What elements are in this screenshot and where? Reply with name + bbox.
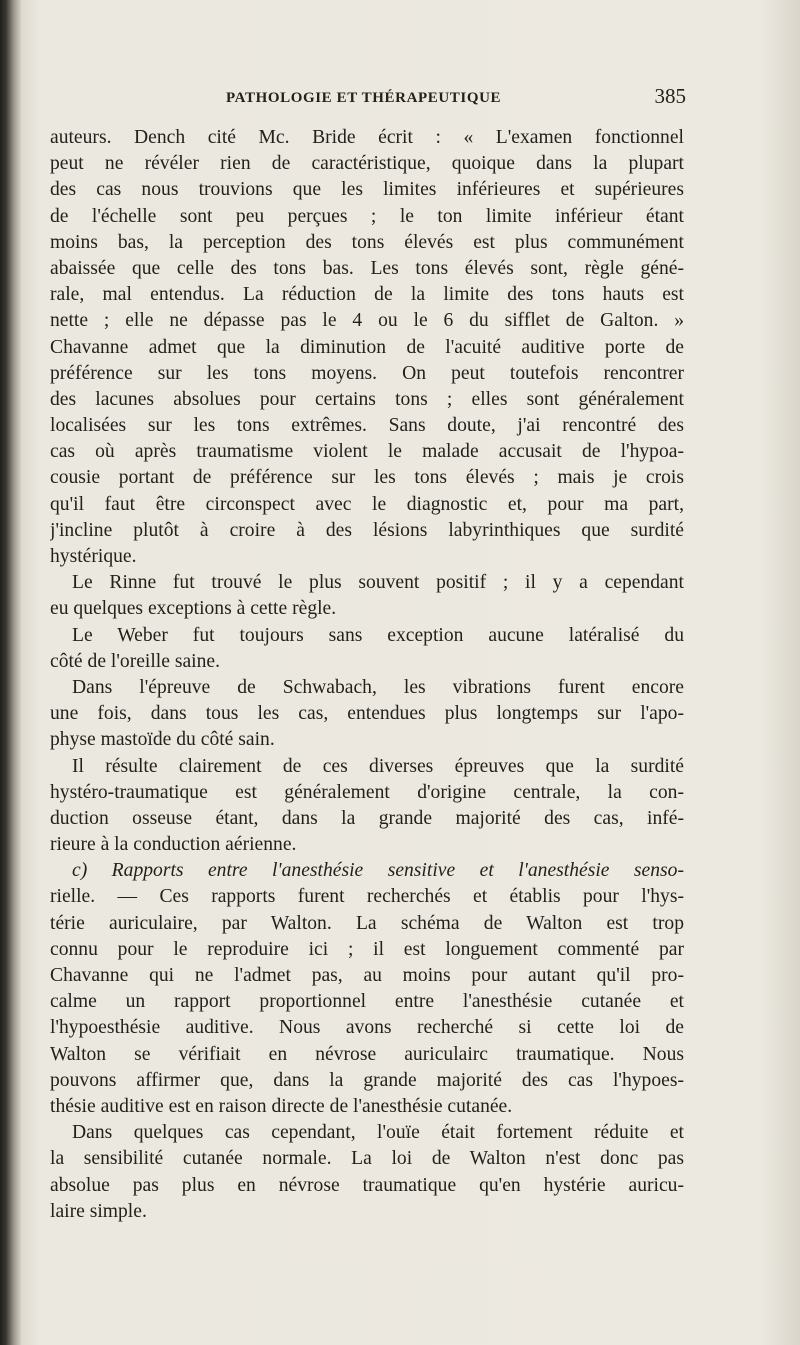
text-line: de l'échelle sont peu perçues ; le ton limite inférieur étant <box>50 205 684 227</box>
text-line: cas où après traumatisme violent le malade accusait de l'hypoa- <box>50 441 684 463</box>
text-line: Chavanne qui ne l'admet pas, au moins pour autant qu'il pro- <box>50 965 684 986</box>
text-line: hystéro-traumatique est généralement d'origine centrale, la con- <box>50 781 684 803</box>
text-line: duction osseuse étant, dans la grande majorité des cas, infé- <box>50 807 684 829</box>
page-number: 385 <box>654 84 686 108</box>
text-line: rielle. — Ces rapports furent recherchés et établis pour l'hys- <box>50 886 684 908</box>
body-text <box>50 125 684 1225</box>
text-line: absolue pas plus en névrose traumatique qu'en hystérie auricu- <box>50 1174 684 1196</box>
text-line: des lacunes absolues pour certains tons ; elles sont généralement <box>50 388 684 410</box>
text-line: Le Rinne fut trouvé le plus souvent positif ; il y a cependant <box>72 572 684 594</box>
section-heading-line: c) Rapports entre l'anesthésie sensitive et l'anesthésie senso- <box>72 860 684 882</box>
text-line: Chavanne admet que la diminution de l'acuité auditive porte de <box>50 336 684 358</box>
text-line: moins bas, la perception des tons élevés est plus communément <box>50 231 684 253</box>
text-line: rieure à la conduction aérienne. <box>50 834 297 856</box>
text-line: cousie portant de préférence sur les tons élevés ; mais je crois <box>50 467 684 489</box>
text-line: Le Weber fut toujours sans exception aucune latéralisé du <box>72 624 684 646</box>
text-line: nette ; elle ne dépasse pas le 4 ou le 6 du sifflet de Galton. » <box>50 310 684 332</box>
text-line: hystérique. <box>50 546 137 567</box>
text-line: Walton se vérifiait en névrose auriculairc traumatique. Nous <box>50 1043 684 1065</box>
text-line: des cas nous trouvions que les limites inférieures et supérieures <box>50 179 684 201</box>
text-line: peut ne révéler rien de caractéristique, quoique dans la plupart <box>50 153 684 175</box>
text-line: Il résulte clairement de ces diverses épreuves que la surdité <box>72 755 684 777</box>
text-line: la sensibilité cutanée normale. La loi de Walton n'est donc pas <box>50 1148 684 1170</box>
text-line: laire simple. <box>50 1200 147 1222</box>
text-line: côté de l'oreille saine. <box>50 650 221 672</box>
text-line: pouvons affirmer que, dans la grande majorité des cas l'hypoes- <box>50 1069 684 1091</box>
text-line: connu pour le reproduire ici ; il est longuement commenté par <box>50 938 684 960</box>
book-spine-shadow <box>0 0 22 1345</box>
text-line: une fois, dans tous les cas, entendues plus longtemps sur l'apo- <box>50 703 684 725</box>
running-head <box>226 86 686 114</box>
text-line: auteurs. Dench cité Mc. Bride écrit : « L'examen fonctionnel <box>50 127 684 148</box>
text-line: physe mastoïde du côté sain. <box>50 729 275 751</box>
text-line: localisées sur les tons extrêmes. Sans doute, j'ai rencontré des <box>50 415 684 437</box>
text-line: Dans quelques cas cependant, l'ouïe était fortement réduite et <box>72 1122 684 1144</box>
running-title: PATHOLOGIE ET THÉRAPEUTIQUE <box>226 90 502 106</box>
text-line: Dans l'épreuve de Schwabach, les vibrations furent encore <box>72 676 684 698</box>
text-line: j'incline plutôt à croire à des lésions labyrinthiques que surdité <box>50 519 684 541</box>
text-line: rale, mal entendus. La réduction de la limite des tons hauts est <box>50 284 684 306</box>
text-line: l'hypoesthésie auditive. Nous avons recherché si cette loi de <box>50 1017 684 1039</box>
text-line: thésie auditive est en raison directe de l'anesthésie cutanée. <box>50 1095 513 1117</box>
text-line: qu'il faut être circonspect avec le diagnostic et, pour ma part, <box>50 493 684 515</box>
text-line: préférence sur les tons moyens. On peut toutefois rencontrer <box>50 362 684 384</box>
text-line: térie auriculaire, par Walton. La schéma de Walton est trop <box>50 912 684 934</box>
text-line: abaissée que celle des tons bas. Les tons élevés sont, règle géné- <box>50 257 684 279</box>
text-line: eu quelques exceptions à cette règle. <box>50 598 337 620</box>
text-line: calme un rapport proportionnel entre l'anesthésie cutanée et <box>50 991 684 1013</box>
